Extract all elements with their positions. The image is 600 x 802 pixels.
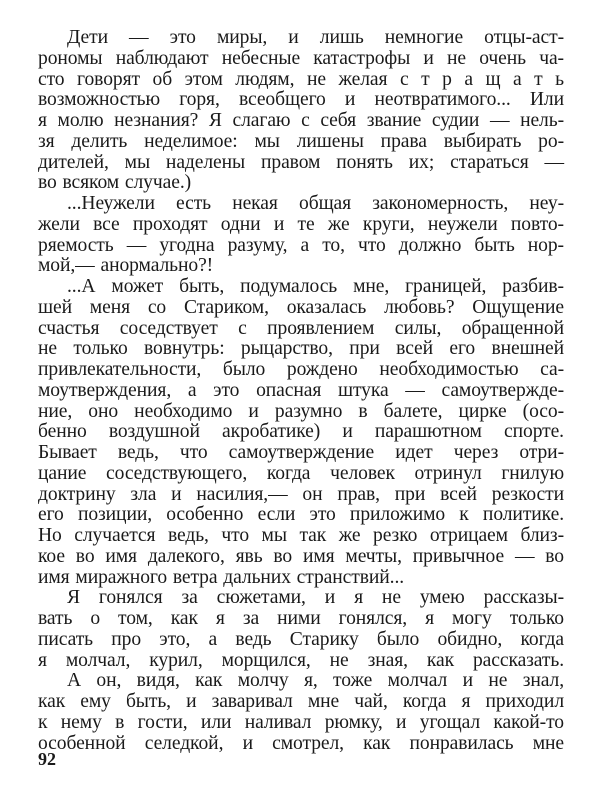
text-line: зя делить неделимое: мы лишены права выбирать ро- (38, 130, 564, 152)
text-line: Дети — это миры, и лишь немногие отцы-аст- (67, 27, 564, 48)
text-line: не только вовнутрь: рыцарство, при всей его внешней (38, 338, 564, 360)
text-line: ряемость — угодна разуму, а то, что должно быть нор- (38, 234, 564, 256)
page-number: 92 (38, 749, 56, 769)
text-line: возможностью горя, всеобщего и неотвратимого... Или (38, 89, 564, 111)
text-line: мой,— анормально?! (38, 255, 214, 277)
text-line: писать про это, а ведь Старику было обидно, когда (38, 628, 564, 650)
paragraph-2 (38, 194, 564, 277)
text-line: Бывает ведь, что самоутверждение идет через отри- (38, 442, 564, 463)
paragraph-5 (38, 671, 564, 754)
paragraph-4 (38, 588, 564, 671)
text-line: имя миражного ветра дальних странствий... (38, 566, 405, 588)
text-line: цание соседствующего, когда человек отринул гнилую (38, 462, 564, 484)
text-line: жели все проходят одни и те же круги, неужели повто- (38, 213, 564, 235)
paragraph-1 (38, 28, 564, 194)
text-line: шей меня со Стариком, оказалась любовь? Ощущение (38, 296, 564, 318)
text-line: ...А может быть, подумалось мне, границей, разбив- (67, 276, 564, 297)
text-line: во всяком случае.) (38, 172, 192, 194)
paragraph-3 (38, 277, 564, 588)
text-line: кое во имя далекого, явь во имя мечты, привычное — во (38, 545, 564, 567)
text-line: Но случается ведь, что мы так же резко отрицаем близ- (38, 525, 564, 546)
text-line: я молчал, курил, морщился, не зная, как рассказать. (38, 649, 564, 671)
text-line: как ему быть, и заваривал мне чай, когда я приходил (38, 691, 564, 712)
text-line: А он, видя, как молчу я, тоже молчал и не знал, (67, 670, 564, 692)
text-line: дителей, мы наделены правом понять их; стараться — (38, 151, 564, 173)
text-line: привлекательности, было рождено необходимостью са- (38, 359, 564, 380)
text-line: ние, оно необходимо и разумно в балете, цирке (осо- (38, 400, 564, 422)
text-line: рономы наблюдают небесные катастрофы и не очень ча- (38, 47, 564, 69)
text-line: Я гонялся за сюжетами, и я не умею рассказы- (67, 587, 564, 609)
text-line: ...Неужели есть некая общая закономерность, неу- (67, 193, 564, 214)
text-line: к нему в гости, или наливал рюмку, и угощал какой-то (38, 711, 564, 733)
text-line: сто говорят об этом людям, не желая с т р а щ а т ь (38, 68, 564, 90)
text-line: счастья соседствует с проявлением силы, обращенной (38, 317, 564, 339)
book-page-text (38, 28, 564, 754)
text-line: моутверждения, а это опасная штука — самоутвержде- (38, 379, 564, 401)
text-line: бенно воздушной акробатике) и парашютном спорте. (38, 421, 564, 443)
text-line: вать о том, как я за ними гонялся, я могу только (38, 608, 564, 629)
text-line: я молю незнания? Я слагаю с себя звание судии — нель- (38, 110, 564, 131)
text-line: его позиции, особенно если это приложимо к политике. (38, 504, 564, 526)
text-line: особенной селедкой, и смотрел, как понравилась мне (38, 732, 564, 754)
text-line: доктрину зла и насилия,— он прав, при всей резкости (38, 483, 564, 505)
